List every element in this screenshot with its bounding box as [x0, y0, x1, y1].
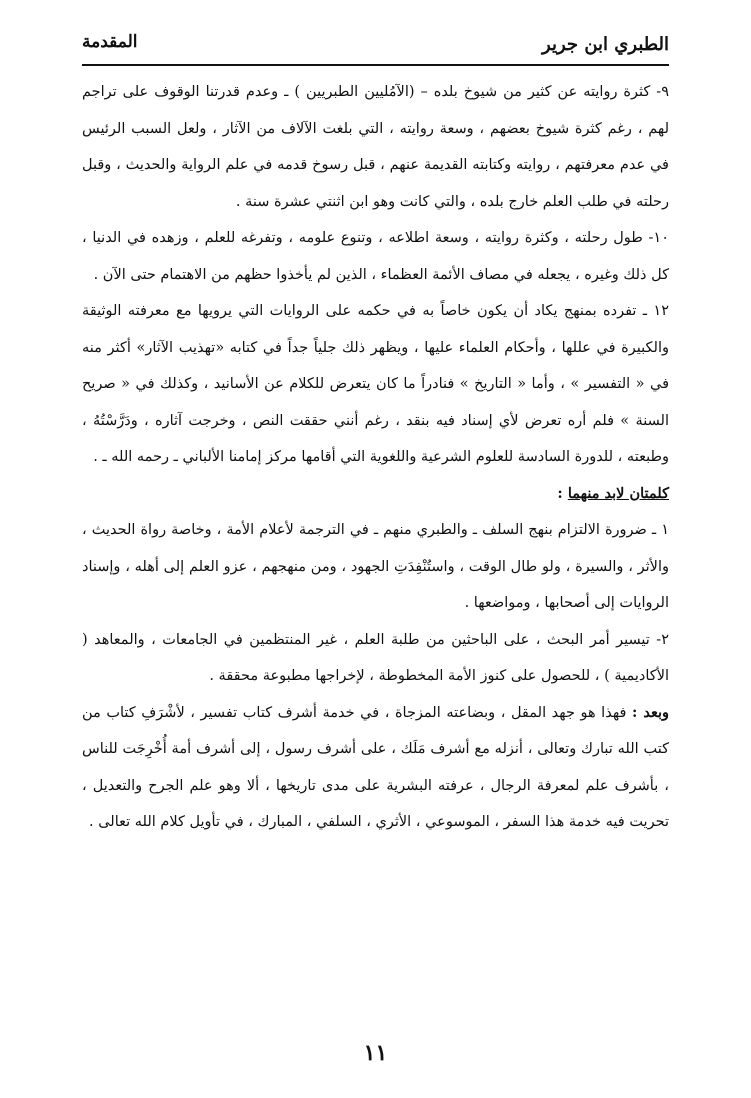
point-2: ٢- تيسير أمر البحث ، على الباحثين من طلبة العلم ، غير المنتظمين في الجامعات ، والمعاهد ( الأكاديمية ) ، للحصول على كنوز الأمة المخطوطة ، لإخراجها مطبوعة محققة . [82, 631, 669, 684]
point-1: ١ ـ ضرورة الالتزام بنهج السلف ـ والطبري منهم ـ في الترجمة لأعلام الأمة ، وخاصة رواة الحديث ، والأثر ، والسيرة ، ولو طال الوقت ، واستُنْفِدَتِ الجهود ، ومن منهجهم ، عزو العلم إلى أهله ، وإسناد الروايات إلى أصحابها ، ومواضعها . [82, 522, 669, 611]
page-body [82, 74, 669, 841]
subheading-text: كلمتان لابد منهما [567, 484, 669, 502]
paragraph-10: ١٠- طول رحلته ، وكثرة روايته ، وسعة اطلاعه ، وتنوع علومه ، وتفرغه للعلم ، وزهده في الدنيا ، كل ذلك وغيره ، يجعله في مصاف الأئمة العظماء ، الذين لم يأخذوا حظهم من الاهتمام حتى الآن . [82, 230, 669, 283]
section-title: المقدمة [82, 32, 138, 52]
closing-text: فهذا هو جهد المقل ، وبضاعته المزجاة ، في خدمة أشرف كتاب تفسير ، لأشْرَفِ كتاب من كتب الله تبارك وتعالى ، أنزله مع أشرف مَلَك ، على أشرف رسول ، إلى أشرف أمة أُخْرِجَت للناس ، بأشرف علم لمعرفة الرجال ، عرفته البشرية على مدى تاريخها ، ألا وهو علم الجرح والتعديل ، تحريت فيه خدمة هذا السفر ، الموسوعي ، الأثري ، السلفي ، المبارك ، في تأويل كلام الله تعالى . [82, 704, 669, 830]
book-title: الطبري ابن جرير [542, 34, 669, 55]
page-number: ١١ [363, 1040, 388, 1066]
closing-paragraph [82, 695, 669, 841]
paragraph-9: ٩- كثرة روايته عن كثير من شيوخ بلده – (الآمُليين الطبريين ) ـ وعدم قدرتنا الوقوف على تراجم لهم ، رغم كثرة شيوخ بعضهم ، وسعة روايته ، التي بلغت الآلاف من الآثار ، ولعل السبب الرئيس في عدم معرفتهم ، روايته وكتابته القديمة عنهم ، قبل رسوخ قدمه في علم الرواية والحديث ، وقبل رحلته في طلب العلم خارج بلده ، والتي كانت وهو ابن اثنتي عشرة سنة . [82, 84, 669, 210]
closing-lead: وبعد : [632, 703, 669, 721]
section-subheading [82, 476, 669, 513]
header-divider [82, 64, 669, 66]
subheading-colon: : [557, 484, 568, 502]
running-header [82, 30, 669, 66]
paragraph-12: ١٢ ـ تفرده بمنهج يكاد أن يكون خاصاً به في حكمه على الروايات التي يرويها مع معرفته الوثيقة والكبيرة في عللها ، وأحكام العلماء عليها ، ويظهر ذلك جلياً جداً في كتابه «تهذيب الآثار» أكثر منه في « التفسير » ، وأما « التاريخ » فنادراً ما كان يتعرض للكلام عن الأسانيد ، وكذلك في « صريح السنة » فلم أره تعرض لأي إسناد فيه بنقد ، رغم أنني حققت النص ، وخرجت آثاره ، ودَرَّسْتُهُ ، وطبعته ، للدورة السادسة للعلوم الشرعية واللغوية التي أقامها مركز إمامنا الألباني ـ رحمه الله ـ . [82, 303, 669, 465]
